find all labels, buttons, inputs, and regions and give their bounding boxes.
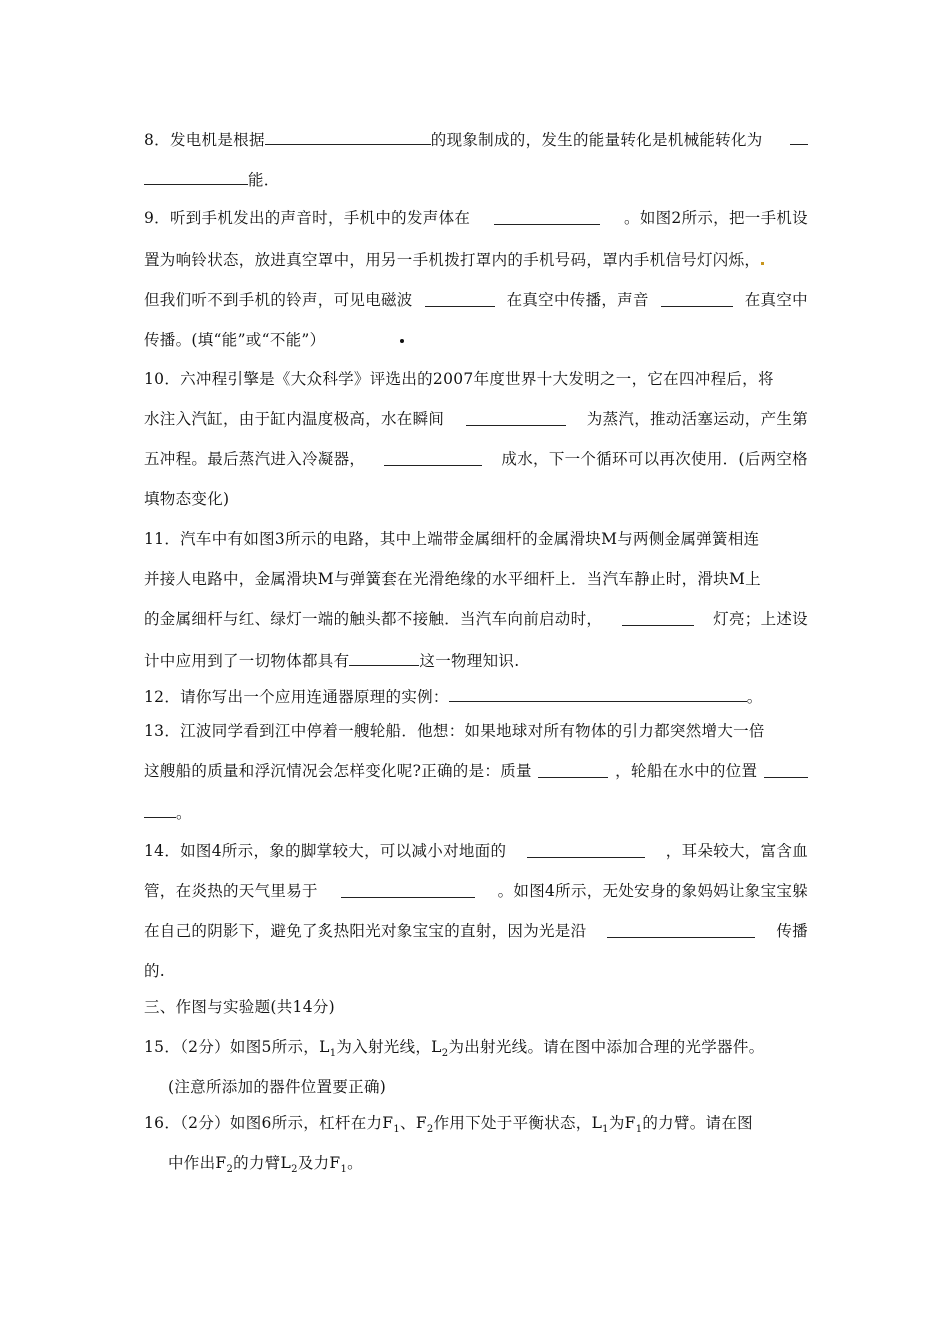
q14-blank-3[interactable] (607, 921, 755, 938)
q9-line-4 (144, 330, 808, 350)
q16-sub-3: 1 (602, 1124, 609, 1136)
q16-sub-2: 2 (426, 1124, 434, 1136)
q16-text-g: 的力臂L (233, 1154, 292, 1172)
q16-text-b: 、F (400, 1114, 427, 1132)
q11-line-2 (144, 569, 808, 589)
q14-text-f: 传播 (776, 922, 808, 940)
q12-blank-1[interactable] (449, 685, 747, 702)
q9-line-3 (144, 290, 808, 310)
q16-text-f: 中作出F (168, 1154, 227, 1172)
scan-speck (761, 262, 764, 265)
q14-line-2 (144, 881, 808, 901)
q9-text-e: 在真空中 (744, 291, 808, 309)
q16-text-h: 及力F (297, 1154, 341, 1172)
q16-text-a: 16．（2分）如图6所示，杠杆在力F (144, 1114, 394, 1132)
q9-text-a: 9．听到手机发出的声音时，手机中的发声体在 (144, 209, 471, 227)
q14-text-c: 管，在炎热的天气里易于 (144, 882, 318, 900)
q15-text-a: 15．（2分）如图5所示，L (144, 1038, 330, 1056)
q9-line-2 (144, 250, 808, 270)
q13-line-3 (144, 801, 808, 823)
q14-line-4 (144, 961, 808, 981)
q16-sub-5: 2 (226, 1164, 234, 1176)
q10-line-4 (144, 489, 808, 509)
q12-text-a: 12．请你写出一个应用连通器原理的实例： (144, 688, 449, 706)
q15-sub-2: 2 (441, 1048, 449, 1060)
q11-text-b: 灯亮；上述设 (713, 610, 808, 628)
q9-text-c: 但我们听不到手机的铃声，可见电磁波 (144, 291, 413, 309)
q12-text-b: 。 (746, 688, 763, 706)
q9-line-1 (144, 208, 808, 228)
q10-line-1 (144, 369, 808, 389)
q16-text-c: 作用下处于平衡状态，L (433, 1114, 603, 1132)
q9-text-l2: 置为响铃状态，放进真空罩中，用另一手机拨打罩内的手机号码，罩内手机信号灯闪烁， (144, 251, 761, 269)
q13-text-c: 。 (176, 804, 192, 822)
q14-blank-2[interactable] (341, 881, 475, 898)
q11-line-1 (144, 529, 808, 549)
q11-blank-2[interactable] (349, 649, 419, 666)
q13-text-l1: 13．江波同学看到江中停着一艘轮船．他想：如果地球对所有物体的引力都突然增大一倍 (144, 722, 765, 740)
q13-blank-2a[interactable] (764, 761, 808, 778)
q9-blank-2[interactable] (425, 290, 495, 307)
q10-line-3 (144, 449, 808, 469)
q10-text-c: 五冲程。最后蒸汽进入冷凝器， (144, 450, 366, 468)
q8-blank-2b[interactable] (144, 168, 248, 185)
q8-blank-1[interactable] (265, 128, 431, 145)
q10-text-l1: 10．六冲程引擎是《大众科学》评选出的2007年度世界十大发明之一，它在四冲程后，将 (144, 370, 774, 388)
q8-line-1 (144, 128, 808, 150)
q11-text-c: 计中应用到了一切物体都具有 (144, 652, 350, 670)
q15-text-b: 为入射光线，L (336, 1038, 442, 1056)
q11-text-l1: 11．汽车中有如图3所示的电路，其中上端带金属细杆的金属滑块M与两侧金属弹簧相连 (144, 530, 760, 548)
q11-text-a: 的金属细杆与红、绿灯一端的触头都不接触．当汽车向前启动时， (144, 610, 603, 628)
q9-blank-1[interactable] (494, 208, 600, 225)
stray-dot (400, 339, 404, 343)
q11-text-d: 这一物理知识. (419, 652, 520, 670)
q13-text-a: 这艘船的质量和浮沉情况会怎样变化呢?正确的是：质量 (144, 762, 532, 780)
q11-blank-1[interactable] (622, 609, 694, 626)
q9-text-b: 。如图2所示，把一手机设 (624, 209, 808, 227)
q9-blank-3[interactable] (661, 290, 733, 307)
q11-text-l2: 并接人电路中，金属滑块M与弹簧套在光滑绝缘的水平细杆上．当汽车静止时，滑块M上 (144, 570, 761, 588)
q14-line-3 (144, 921, 808, 941)
q9-text-l4: 传播。(填“能”或“不能”） (144, 331, 326, 349)
q16-sub-7: 1 (340, 1164, 348, 1176)
q10-line-2 (144, 409, 808, 429)
q8-text-b: 的现象制成的，发生的能量转化是机械能转化为 (430, 131, 763, 149)
q13-blank-1[interactable] (538, 761, 608, 778)
section-3-heading (144, 997, 808, 1017)
q9-text-d: 在真空中传播，声音 (506, 291, 649, 309)
q15-line-2 (168, 1077, 832, 1097)
q15-text-c: 为出射光线。请在图中添加合理的光学器件。 (448, 1038, 765, 1056)
q16-text-d: 为F (608, 1114, 636, 1132)
q8-text-a: 8．发电机是根据 (144, 131, 265, 149)
q13-blank-2b[interactable] (144, 801, 176, 818)
q14-line-1 (144, 841, 808, 861)
q10-text-d: 成水，下一个循环可以再次使用．(后两空格 (501, 450, 808, 468)
q15-sub-1: 1 (329, 1048, 337, 1060)
q14-text-b: ，耳朵较大，富含血 (665, 842, 808, 860)
q16-text-i: 。 (347, 1154, 363, 1172)
q16-line-2 (168, 1153, 832, 1176)
q11-line-4 (144, 649, 808, 671)
q14-text-l4: 的. (144, 962, 166, 980)
q12-line-1 (144, 685, 808, 707)
q15-line-1 (144, 1037, 808, 1060)
q14-text-a: 14．如图4所示，象的脚掌较大，可以减小对地面的 (144, 842, 507, 860)
q10-text-l4: 填物态变化) (144, 490, 230, 508)
q13-line-1 (144, 721, 808, 741)
q8-line-2 (144, 168, 808, 190)
q16-sub-1: 1 (393, 1124, 401, 1136)
q16-line-1 (144, 1113, 808, 1136)
q16-sub-4: 1 (635, 1124, 643, 1136)
q14-text-d: 。如图4所示，无处安身的象妈妈让象宝宝躲 (497, 882, 808, 900)
q16-sub-6: 2 (291, 1164, 298, 1176)
q8-text-c: 能． (248, 171, 280, 189)
section-3-text: 三、作图与实验题(共14分) (144, 998, 336, 1016)
q10-blank-1[interactable] (466, 409, 566, 426)
q14-text-e: 在自己的阴影下，避免了炙热阳光对象宝宝的直射，因为光是沿 (144, 922, 587, 940)
q14-blank-1[interactable] (527, 841, 645, 858)
q15-text-l2: (注意所添加的器件位置要正确) (168, 1078, 387, 1096)
q10-blank-2[interactable] (384, 449, 482, 466)
q11-line-3 (144, 609, 808, 629)
q10-text-b: 为蒸汽，推动活塞运动，产生第 (586, 410, 808, 428)
q10-text-a: 水注入汽缸，由于缸内温度极高，水在瞬间 (144, 410, 445, 428)
q16-text-e: 的力臂。请在图 (642, 1114, 753, 1132)
q8-blank-2a[interactable] (790, 128, 808, 145)
q13-line-2 (144, 761, 808, 781)
q13-text-b: ，轮船在水中的位置 (615, 762, 758, 780)
